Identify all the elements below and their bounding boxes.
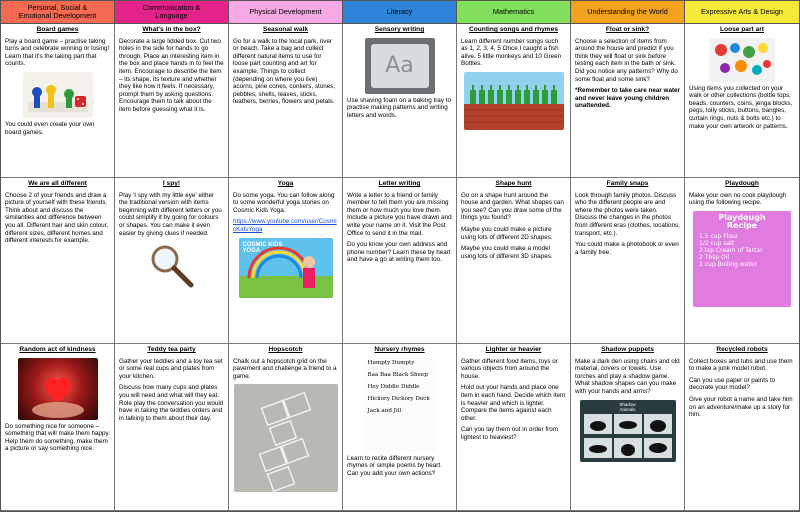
- card-title: Hopscotch: [268, 346, 303, 353]
- card-text: Hold out your hands and place one item in each hand. Decide which item is heavier and which is lighter. Compare the items against each other.: [461, 384, 566, 422]
- card-text: Gather your teddies and a toy tea set or some real cups and plates from your kitchen.: [119, 357, 223, 380]
- card-text: Gather different food items, toys or various objects from around the house.: [461, 357, 558, 380]
- header-expressive-arts: Expressive Arts & Design: [685, 1, 799, 24]
- card-teddy-tea-party: [115, 344, 229, 511]
- rhyme-item: Hickory Dickory Dock: [367, 395, 430, 402]
- card-title: Board games: [36, 26, 79, 33]
- card-text: Learn to recite different nursery rhymes or simple poems by heart. Can you add your own actions?: [347, 454, 442, 477]
- card-text: Maybe you could make a picture using lots of different 2D shapes.: [461, 225, 553, 241]
- card-whats-in-the-box: [115, 24, 229, 178]
- card-title: Sensory writing: [374, 26, 425, 33]
- card-text: You could even create your own board games.: [5, 120, 95, 136]
- card-float-or-sink: [571, 24, 685, 178]
- card-shadow-puppets: [571, 344, 685, 511]
- card-title: Random act of kindness: [19, 346, 96, 353]
- recipe-line: 1.5 cup Flour: [699, 232, 739, 240]
- card-title: Loose part art: [720, 26, 764, 33]
- card-yoga: [229, 178, 343, 344]
- card-title: Teddy tea party: [147, 346, 196, 353]
- card-text: Do something nice for someone – something that will make them happy. Help them do something, make them a picture or say something nice.: [5, 422, 110, 453]
- card-title: Playdough: [725, 180, 759, 187]
- shaving-foam-tray-image: [365, 38, 435, 94]
- card-title: Shape hunt: [495, 180, 532, 187]
- sensory-letters: Aa: [371, 44, 429, 88]
- card-title: Nursery rhymes: [374, 346, 425, 353]
- card-text: Using items you collected on your walk or other collections (bottle tops, beads, counters, coins, jenga blocks, pegs, lolly sticks, buttons, bangles, curtain rings, nuts & bolts etc.) to make your own artwork or patterns.: [689, 84, 793, 130]
- card-text: Give your robot a name and take him on an adventure/make up a story for him.: [689, 395, 793, 419]
- card-title: I spy!: [162, 180, 181, 187]
- card-text: Can you use paper or paints to decorate your model?: [689, 376, 776, 392]
- card-counting-songs: [457, 24, 571, 178]
- card-text: Look through family photos. Discuss who the different people are and where the photos were taken. Discuss the changes in the photos from different eras (clothes, locations, transport, etc.).: [575, 191, 680, 237]
- card-text: Use shaving foam on a baking tray to practise making patterns and writing letters and words.: [347, 96, 451, 119]
- card-title: What's in the box?: [142, 26, 201, 33]
- card-text: Make your own no cook playdough using the following recipe.: [689, 191, 787, 207]
- card-text: Do you know your own address and phone number? Learn these by heart and have a go at writing them too.: [347, 241, 451, 264]
- recipe-title: Playdough Recipe: [718, 212, 766, 230]
- green-bottles-image: [464, 72, 564, 130]
- card-text: Go for a walk to the local park, river or beach. Take a bag and collect different natural items to use for loose part counting and art for example. Things to collect (depending on where you live) acorns, pine cones, conkers, stones, pebbles, shells, leaves, sticks, feathers, berries, flowers and petals.: [233, 37, 336, 106]
- board-games-image: [23, 72, 93, 118]
- hopscotch-image: [234, 384, 338, 492]
- card-hopscotch: [229, 344, 343, 511]
- cosmic-kids-yoga-image: [239, 238, 333, 298]
- card-board-games: [1, 24, 115, 178]
- header-literacy: Literacy: [343, 1, 457, 24]
- card-text: Can you lay them out in order from lightest to heaviest?: [461, 426, 558, 441]
- shadow-animals-image: [580, 400, 676, 462]
- rhyme-item: Humpty Dumpty: [367, 359, 415, 366]
- card-playdough: [685, 178, 799, 344]
- card-title: Counting songs and rhymes: [468, 26, 559, 33]
- card-text: Play 'I spy with my little eye' either the traditional version with items beginning with different letters or you could simplify it by going for colours or shapes. You can make it even easier by giving clues if needed.: [119, 191, 222, 237]
- card-recycled-robots: [685, 344, 799, 511]
- header-communication: Communication & Language: [115, 1, 229, 24]
- header-physical: Physical Development: [229, 1, 343, 24]
- nursery-rhymes-list-image: [364, 358, 436, 452]
- shadow-animals-label: Shadow Animals: [619, 401, 636, 412]
- card-sensory-writing: [343, 24, 457, 178]
- safety-warning: *Remember to take care near water and never leave young children unattended.: [575, 87, 680, 110]
- card-text: Do some yoga. You can follow along to some wonderful yoga stories on Cosmic Kids Yoga.: [233, 191, 335, 214]
- cosmic-kids-yoga-link[interactable]: https://www.youtube.com/user/CosmicKidsYoga: [233, 218, 337, 233]
- card-letter-writing: [343, 178, 457, 344]
- card-text: Learn different number songs such as 1, 2, 3, 4, 5 Once I caught a fish alive, 5 little monkeys and 10 Green Bottles.: [461, 37, 562, 68]
- card-title: Shadow puppets: [601, 346, 654, 353]
- card-title: Recycled robots: [716, 346, 768, 353]
- card-shape-hunt: [457, 178, 571, 344]
- card-text: You could make a photobook or even a family tree.: [575, 241, 679, 256]
- card-title: Lighter or heavier: [485, 346, 542, 353]
- card-text: Go on a shape hunt around the house and garden. What shapes can you see? Can you draw some of the things you found?: [461, 191, 564, 222]
- card-text: Make a dark den using chairs and old material, covers or towels. Use torches and play a shadow game. What shadow shapes can you make with your hands and arms?: [575, 357, 680, 395]
- header-mathematics: Mathematics: [457, 1, 571, 24]
- header-psed: Personal, Social & Emotional Development: [1, 1, 115, 24]
- rhyme-item: Hey Diddle Diddle: [367, 383, 420, 390]
- card-text: Choose 2 of your friends and draw a picture of yourself with these friends. Think about and discuss the similarities and difference between you all. Different hair and skin colour, different sizes, different homes and different interests for example.: [5, 191, 109, 245]
- card-lighter-or-heavier: [457, 344, 571, 511]
- card-text: Write a letter to a friend or family member to tell them you are missing them or how much you love them. Include a picture you have drawn and write your name on it. Visit the Post Office to send it in the mail.: [347, 191, 452, 237]
- rhyme-item: Jack and Jill: [367, 407, 402, 414]
- card-text: Collect boxes and tubs and use them to make a junk model robot.: [689, 357, 793, 373]
- card-loose-part-art: [685, 24, 799, 178]
- card-title: Yoga: [277, 180, 294, 187]
- magnifying-glass-icon: [147, 241, 197, 291]
- card-title: Letter writing: [378, 180, 421, 187]
- loose-parts-art-image: [709, 38, 775, 82]
- card-title: We are all different: [28, 180, 87, 187]
- card-we-are-all-different: [1, 178, 115, 344]
- card-random-act-of-kindness: [1, 344, 115, 511]
- card-text: Play a board game – practise taking turns and celebrate winning or losing! Learn that it's the taking part that counts.: [5, 37, 110, 68]
- header-understanding-world: Understanding the World: [571, 1, 685, 24]
- card-title: Family snaps: [606, 180, 649, 187]
- card-text: Chalk out a hopscotch grid on the pavement and challenge a friend to a game.: [233, 357, 337, 380]
- recipe-line: 2 Tbsp Oil: [699, 253, 730, 261]
- card-text: Discuss how many cups and plates you will need and what will they eat. Role play the conversation you would have in taking the teddies orders and in talking to them about their day.: [119, 384, 224, 422]
- card-nursery-rhymes: [343, 344, 457, 511]
- card-text: Choose a selection of items from around the house and predict if you think they will float or sink before testing each item in the bath or sink. Did you notice any patterns? Why do some float and some sink?: [575, 37, 678, 83]
- recipe-line: 1/2 cup salt: [699, 239, 735, 247]
- rhyme-item: Baa Baa Black Sheep: [367, 371, 428, 378]
- card-title: Seasonal walk: [262, 26, 309, 33]
- heart-in-hands-image: [18, 358, 98, 420]
- card-title: Float or sink?: [605, 26, 650, 33]
- card-text: Maybe you could make a model using lots of different 3D shapes.: [461, 245, 553, 260]
- card-text: Decorate a large lidded box. Cut two holes in the side for hands to go through. Place an interesting item in the box and place hands in to feel the item. Encourage to describe the item – its shape, its texture and whether they like how it feels. If necessary, prompt them by asking questions. Encourage them to talk about the item before guessing what it is.: [119, 37, 224, 113]
- recipe-line: 2 tsp Cream of Tartar: [699, 246, 763, 254]
- playdough-recipe-card: [693, 211, 791, 307]
- card-family-snaps: [571, 178, 685, 344]
- yoga-logo-text: COSMIC KIDS YOGA: [242, 241, 283, 254]
- recipe-line: 1 cup Boiling water: [699, 260, 757, 268]
- card-i-spy: [115, 178, 229, 344]
- card-seasonal-walk: [229, 24, 343, 178]
